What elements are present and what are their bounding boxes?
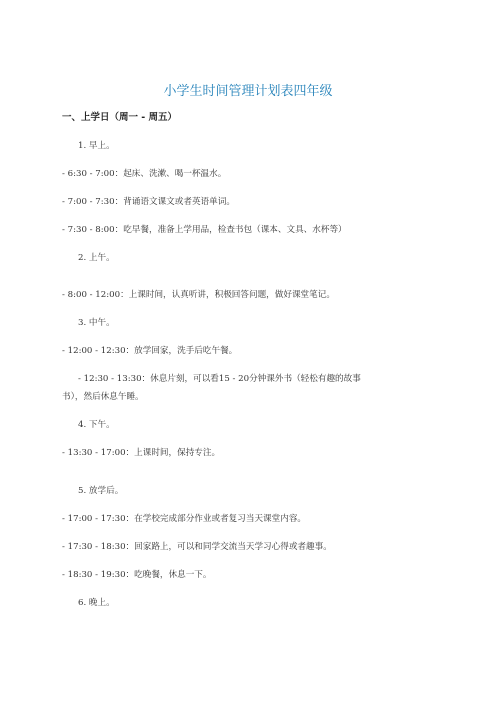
schedule-item: - 8:00 - 12:00：上课时间，认真听讲，积极回答问题，做好课堂笔记。 xyxy=(62,290,335,300)
subheading-morning: 1. 早上。 xyxy=(78,141,115,151)
schedule-item: - 17:00 - 17:30：在学校完成部分作业或者复习当天课堂内容。 xyxy=(62,514,307,524)
document-title: 小学生时间管理计划表四年级 xyxy=(163,84,333,99)
subheading-evening: 6. 晚上。 xyxy=(78,598,115,608)
schedule-item: - 6:30 - 7:00：起床、洗漱、喝一杯温水。 xyxy=(62,169,227,179)
subheading-forenoon: 2. 上午。 xyxy=(78,253,115,263)
section-heading: 一、上学日（周一 - 周五） xyxy=(62,112,178,123)
schedule-item-continuation: 书），然后休息午睡。 xyxy=(62,392,144,402)
schedule-item: - 17:30 - 18:30：回家路上，可以和同学交流当天学习心得或者趣事。 xyxy=(62,542,332,552)
schedule-item: - 12:30 - 13:30：休息片刻，可以看15 - 20分钟课外书（轻松有趣的故事 xyxy=(78,374,361,384)
subheading-after-school: 5. 放学后。 xyxy=(78,486,124,496)
subheading-noon: 3. 中午。 xyxy=(78,318,115,328)
subheading-afternoon: 4. 下午。 xyxy=(78,420,115,430)
schedule-item: - 7:30 - 8:00：吃早餐，准备上学用品，检查书包（课本、文具、水杯等） xyxy=(62,225,347,235)
schedule-item: - 12:00 - 12:30：放学回家，洗手后吃午餐。 xyxy=(62,346,238,356)
schedule-item: - 7:00 - 7:30：背诵语文课文或者英语单词。 xyxy=(62,197,235,207)
schedule-item: - 13:30 - 17:00：上课时间，保持专注。 xyxy=(62,448,221,458)
schedule-item: - 18:30 - 19:30：吃晚餐，休息一下。 xyxy=(62,570,212,580)
